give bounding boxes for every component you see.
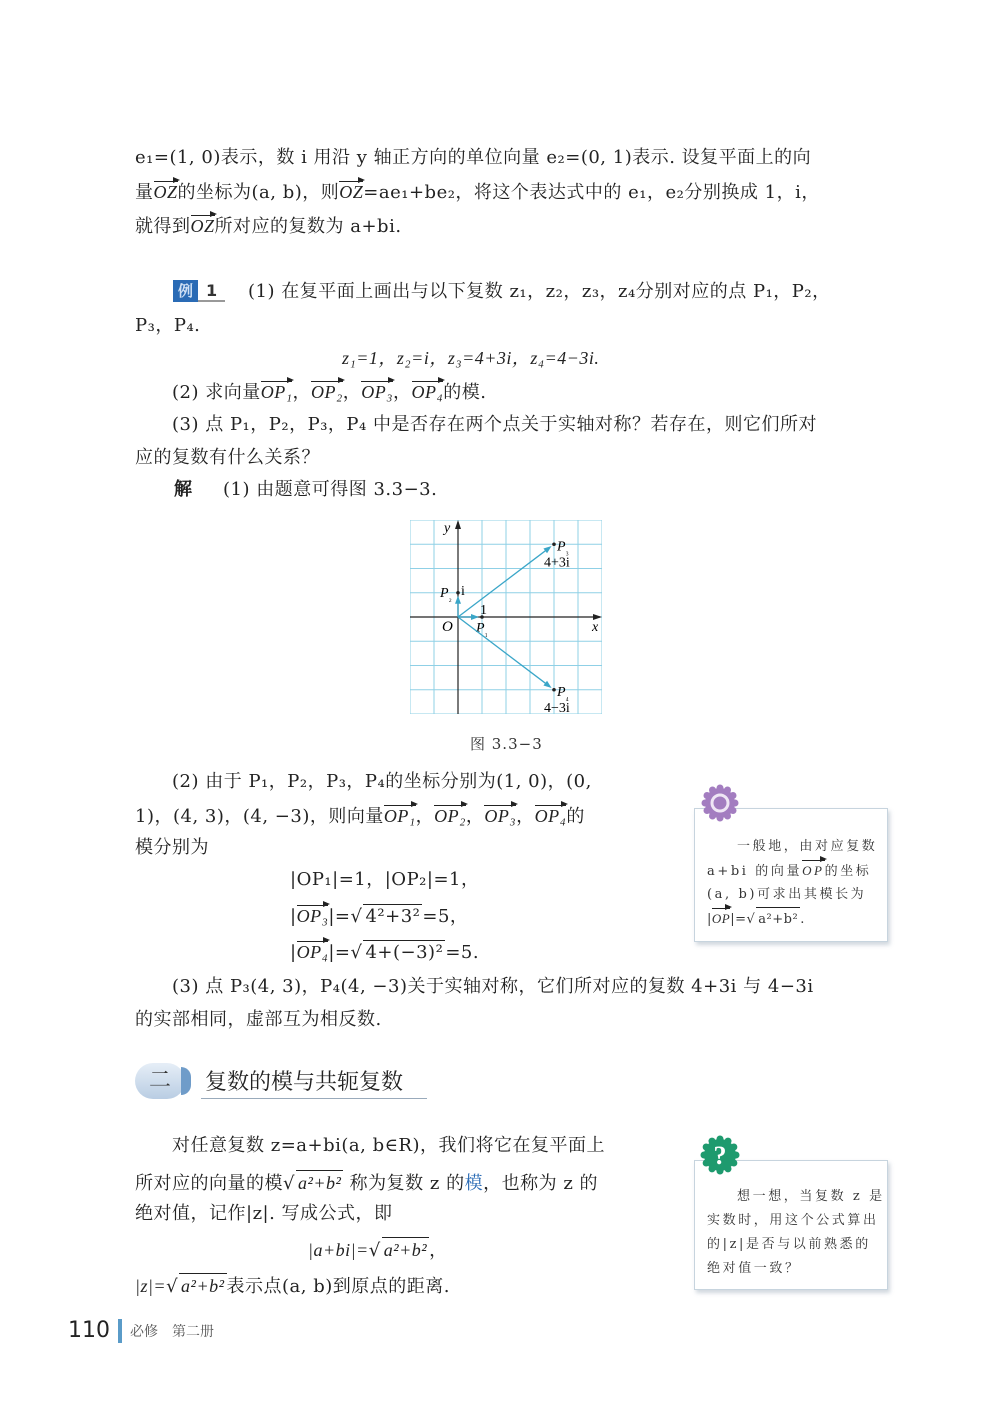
point-label: $P_{_2}$ xyxy=(440,585,452,602)
page-footer xyxy=(68,1318,214,1343)
point-label: $P_{_4}$ xyxy=(557,684,569,701)
modulus-eq-1: |OP₁|=1，|OP₂|=1， xyxy=(290,869,480,890)
solution-3-line-2: 的实部相同，虚部互为相反数. xyxy=(135,1009,382,1030)
intro-line-3-b: 所对应的复数为 a+bi. xyxy=(214,216,402,237)
point-marker xyxy=(552,542,556,546)
point-value-label: 4−3i xyxy=(544,700,570,714)
body-line-1: 对任意复数 z=a+bi(a, b∈R)，我们将它在复平面上 xyxy=(172,1135,605,1156)
point-value-label: 1 xyxy=(480,603,487,618)
sqrt-term: a²+b² xyxy=(382,1237,429,1262)
example-q2-a: (2) 求向量 xyxy=(172,382,261,403)
example-q2-b: 的模. xyxy=(443,382,487,403)
intro-line-2-c: =ae₁+be₂，将这个表达式中的 e₁，e₂分别换成 1，i， xyxy=(363,182,820,203)
body-line-5-a: |z|= xyxy=(135,1276,167,1296)
modulus-eq-2: |OP₃|=√ 4²+3² =5， xyxy=(290,906,469,927)
body-formula: |a+bi|=√ a²+b² ， xyxy=(308,1237,448,1263)
point-label: $P_{_3}$ xyxy=(557,539,569,556)
page-number: 110 xyxy=(68,1318,110,1343)
sidenote-2-line-2: 实数时，用这个公式算出 xyxy=(707,1213,879,1228)
footer-volume: 第二册 xyxy=(172,1323,214,1340)
origin-label: O xyxy=(442,619,453,635)
point-value-label: 4+3i xyxy=(544,555,570,571)
solution-2-line-1: (2) 由于 P₁，P₂，P₃，P₄的坐标分别为(1, 0)，(0, xyxy=(172,771,592,792)
body-line-5-b: 表示点(a, b)到原点的距离. xyxy=(226,1276,450,1297)
section-underline xyxy=(201,1098,427,1099)
sidenote-1-line-2-b: 的坐标 xyxy=(824,864,872,879)
sidenote-1-line-1: 一般地，由对应复数 xyxy=(737,839,878,854)
term-modulus: 模 xyxy=(464,1173,484,1194)
solution-2-line-2-b: 的 xyxy=(566,806,585,827)
solution-2-line-2: 1)，(4, 3)，(4, −3)，则向量OP₁，OP₂，OP₃，OP₄的 xyxy=(135,806,585,827)
formula-lhs: |a+bi|= xyxy=(308,1240,369,1260)
body-line-3: 绝对值，记作|z|. 写成公式，即 xyxy=(135,1203,393,1224)
svg-text:?: ? xyxy=(713,1141,727,1170)
intro-line-1: e₁=(1, 0)表示，数 i 用沿 y 轴正方向的单位向量 e₂=(0, 1)表示. 设复平面上的向 xyxy=(135,147,812,168)
body-line-5: |z|=√ a²+b² 表示点(a, b)到原点的距离. xyxy=(135,1273,450,1299)
body-line-2-b: 称为复数 z 的 xyxy=(349,1173,465,1194)
vector-op4: OP₄ xyxy=(411,382,444,402)
vector-op3: OP₃ xyxy=(296,906,329,926)
solution-1: (1) 由题意可得图 3.3−3. xyxy=(223,479,438,500)
y-axis-arrow xyxy=(455,520,461,529)
example-q1-line-1: (1) 在复平面上画出与以下复数 z₁，z₂，z₃，z₄分别对应的点 P₁，P₂， xyxy=(248,281,831,302)
body-line-2: 所对应的向量的模√ a²+b² 称为复数 z 的模，也称为 z 的 xyxy=(135,1170,598,1196)
solution-3-line-1: (3) 点 P₃(4, 3)，P₄(4, −3)关于实轴对称，它们所对应的复数 4+3i 与 4−3i xyxy=(172,976,814,997)
figure-caption: 图 3.3−3 xyxy=(470,735,543,753)
vector-arrowhead xyxy=(543,681,551,688)
example-number: 1 xyxy=(198,280,225,302)
example-q3-line-2: 应的复数有什么关系？ xyxy=(135,447,320,468)
sidenote-2-line-4: 绝对值一致？ xyxy=(707,1261,801,1276)
sqrt-term: 4²+3² xyxy=(365,906,421,927)
vector-op2: OP₂ xyxy=(434,806,466,826)
sidenote-1-formula: |OP|=√ a²+b² . xyxy=(707,907,805,932)
example-q3-line-1: (3) 点 P₁，P₂，P₃，P₄ 中是否存在两个点关于实轴对称？若存在，则它们所对 xyxy=(172,414,817,435)
body-line-2-c: ，也称为 z 的 xyxy=(483,1173,599,1194)
section-number: 二 xyxy=(135,1063,185,1099)
sidenote-modulus xyxy=(694,808,888,942)
footer-divider xyxy=(118,1319,122,1343)
vector-op: OP xyxy=(712,907,730,931)
vector-oz: OZ xyxy=(190,216,215,236)
review-gear-icon xyxy=(701,784,739,822)
modulus-eq-3: |OP₄|=√ 4+(−3)² =5. xyxy=(290,942,480,963)
point-label: $P_{_1}$ xyxy=(476,621,488,637)
solution-2-line-2-a: 1)，(4, 3)，(4, −3)，则向量 xyxy=(135,806,384,827)
vector-op2: OP₂ xyxy=(310,382,343,402)
modulus-eq-2-result: =5， xyxy=(422,906,469,927)
vector-op3: OP₃ xyxy=(361,382,394,402)
sqrt-term: a²+b² xyxy=(179,1273,226,1298)
formula-end: ， xyxy=(429,1240,448,1261)
example-q1-values: z₁=1，z₂=i，z₃=4+3i，z₄=4−3i. xyxy=(342,348,600,368)
example-badge xyxy=(173,280,225,302)
sidenote-1-line-2-a: a+bi 的向量 xyxy=(707,864,803,879)
sqrt-term: 4+(−3)² xyxy=(365,942,444,963)
vector-line xyxy=(458,617,547,684)
example-q2: (2) 求向量OP₁，OP₂，OP₃，OP₄的模. xyxy=(172,382,487,403)
vector-op1: OP₁ xyxy=(383,806,416,826)
sqrt-term: a²+b² xyxy=(756,907,800,932)
question-icon xyxy=(700,1135,740,1175)
section-title: 复数的模与共轭复数 xyxy=(205,1070,404,1095)
sidenote-2-line-3: 的|z|是否与以前熟悉的 xyxy=(707,1237,871,1252)
x-axis-label: x xyxy=(592,620,599,635)
vector-op1: OP₁ xyxy=(260,382,293,402)
vector-oz: OZ xyxy=(339,182,364,202)
vector-arrowhead xyxy=(543,546,551,553)
example-q1-line-2: P₃，P₄. xyxy=(135,315,201,336)
point-marker xyxy=(552,688,556,692)
intro-line-3-a: 就得到 xyxy=(135,216,191,237)
modulus-eq-3-result: =5. xyxy=(445,942,480,963)
vector-oz: OZ xyxy=(153,182,178,202)
intro-line-3 xyxy=(135,214,402,239)
intro-line-2-b: 的坐标为(a, b)，则 xyxy=(177,182,340,203)
point-marker xyxy=(456,591,460,595)
vector-line xyxy=(458,550,547,617)
footer-book: 必修 xyxy=(130,1323,158,1340)
solution-2-line-3: 模分别为 xyxy=(135,837,209,858)
sqrt-term: a²+b² xyxy=(296,1170,343,1195)
sidenote-1-line-3: (a, b)可求出其模长为 xyxy=(707,887,867,902)
y-axis-label: y xyxy=(444,521,451,536)
vector-op4: OP₄ xyxy=(296,942,329,962)
sidenote-1-line-2 xyxy=(707,859,871,884)
vector-op: OP xyxy=(802,859,825,883)
body-line-2-a: 所对应的向量的模 xyxy=(135,1173,283,1194)
solution-label: 解 xyxy=(174,479,193,500)
sidenote-think xyxy=(694,1160,888,1290)
vector-op4: OP₄ xyxy=(534,806,567,826)
intro-line-2-a: 量 xyxy=(135,182,154,203)
complex-plane-figure xyxy=(410,520,602,714)
vector-op3: OP₃ xyxy=(484,806,517,826)
vector-arrowhead xyxy=(471,614,479,620)
example-label: 例 xyxy=(173,280,198,302)
sidenote-2-line-1: 想一想，当复数 z 是 xyxy=(737,1189,885,1204)
intro-line-2 xyxy=(135,180,820,205)
point-value-label: i xyxy=(461,583,465,599)
